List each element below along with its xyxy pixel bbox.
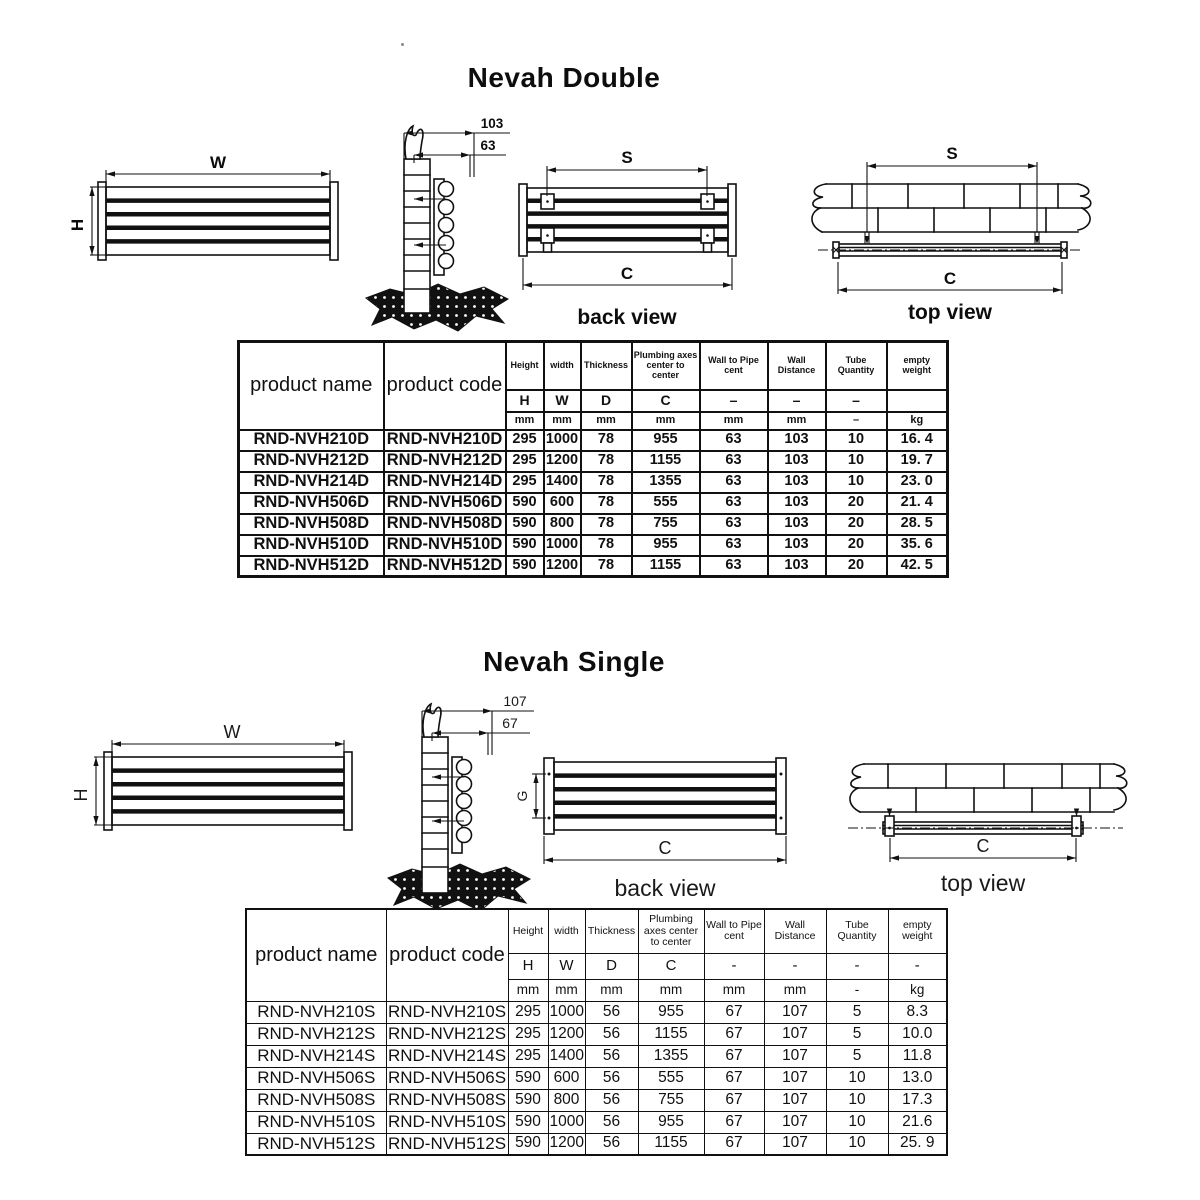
table-cell: 78 [581, 472, 632, 493]
radiator-side-profile [422, 704, 472, 893]
table-cell: RND-NVH506D [384, 493, 506, 514]
tube-rows [812, 184, 1091, 232]
symbol-c: C [638, 953, 704, 979]
header-thickness: Thickness [581, 342, 632, 390]
unit-mm: mm [581, 412, 632, 430]
table-row [239, 451, 948, 472]
table-cell: 63 [700, 430, 768, 451]
table-cell: 78 [581, 556, 632, 577]
table-cell: RND-NVH510S [386, 1111, 508, 1133]
table-cell: 10 [826, 472, 887, 493]
header-height: Height [508, 909, 548, 953]
header-plumbing: Plumbing axes center to center [638, 909, 704, 953]
table-cell: 10 [826, 451, 887, 472]
table-cell: 107 [764, 1111, 826, 1133]
dim-label-C: C [976, 836, 990, 856]
table-cell: 67 [704, 1133, 764, 1155]
header-product-code: product code [384, 342, 506, 430]
table-row [239, 556, 948, 577]
dim-label-S: S [946, 144, 958, 163]
table-cell: RND-NVH508S [246, 1089, 386, 1111]
table-cell: 555 [638, 1067, 704, 1089]
unit-mm: mm [632, 412, 700, 430]
unit-mm: mm [544, 412, 581, 430]
radiator-back-body [544, 758, 786, 834]
table-cell: 63 [700, 472, 768, 493]
top-view-caption: top view [907, 301, 993, 324]
radiator-front-body [104, 752, 352, 830]
table-cell: 63 [700, 535, 768, 556]
table-cell: RND-NVH210S [246, 1001, 386, 1023]
double-spec-table [237, 340, 949, 578]
table-cell: 955 [632, 535, 700, 556]
table-cell: 103 [768, 535, 826, 556]
unit-mm: mm [508, 979, 548, 1001]
table-cell: 1155 [638, 1133, 704, 1155]
radiator-side-profile [404, 126, 454, 313]
table-cell: RND-NVH512D [384, 556, 506, 577]
dim-label-107: 107 [503, 693, 527, 709]
s-dimension [867, 144, 1037, 232]
symbol-h: H [506, 390, 544, 412]
table-cell: RND-NVH214S [386, 1045, 508, 1067]
symbol-c: C [632, 390, 700, 412]
table-cell: 590 [508, 1089, 548, 1111]
table-cell: 63 [700, 493, 768, 514]
table-cell: RND-NVH510D [239, 535, 384, 556]
header-width: width [544, 342, 581, 390]
double-top-view-drawing [790, 138, 1110, 323]
table-row [239, 535, 948, 556]
table-cell: 10 [826, 1133, 888, 1155]
table-cell: 28. 5 [887, 514, 948, 535]
table-cell: 78 [581, 430, 632, 451]
table-cell: 56 [585, 1023, 638, 1045]
table-cell: RND-NVH214D [239, 472, 384, 493]
header-width: width [548, 909, 585, 953]
table-cell: RND-NVH508D [239, 514, 384, 535]
unit-kg: kg [888, 979, 947, 1001]
table-cell: 20 [826, 556, 887, 577]
table-cell: 21. 4 [887, 493, 948, 514]
table-cell: 1355 [638, 1045, 704, 1067]
unit-kg: kg [887, 412, 948, 430]
table-cell: RND-NVH506S [386, 1067, 508, 1089]
unit-mm: mm [638, 979, 704, 1001]
table-cell: 5 [826, 1023, 888, 1045]
table-cell: RND-NVH510S [246, 1111, 386, 1133]
symbol-dash: - [764, 953, 826, 979]
header-wall-distance: Wall Distance [768, 342, 826, 390]
table-cell: 590 [508, 1133, 548, 1155]
c-dimension [890, 836, 1076, 862]
table-cell: 56 [585, 1045, 638, 1067]
back-view-caption: back view [614, 875, 716, 901]
single-side-view-drawing [382, 695, 537, 913]
table-cell: 295 [508, 1023, 548, 1045]
table-cell: RND-NVH506S [246, 1067, 386, 1089]
table-cell: 10 [826, 1111, 888, 1133]
table-cell: RND-NVH506D [239, 493, 384, 514]
symbol-w: W [544, 390, 581, 412]
table-row [239, 430, 948, 451]
break-line-right [1114, 788, 1126, 810]
dim-label-G: G [514, 790, 530, 802]
symbol-dash: – [826, 390, 887, 412]
table-cell: 20 [826, 514, 887, 535]
table-cell: 590 [506, 556, 544, 577]
table-cell: 600 [544, 493, 581, 514]
table-cell: 67 [704, 1067, 764, 1089]
break-line-right [1078, 208, 1090, 230]
header-tube-quantity: Tube Quantity [826, 909, 888, 953]
wall-hatch [366, 284, 508, 331]
table-cell: 67 [704, 1089, 764, 1111]
symbol-dash: – [768, 390, 826, 412]
table-cell: RND-NVH212S [246, 1023, 386, 1045]
bracket-foot [1072, 816, 1081, 836]
single-top-view-drawing [828, 744, 1143, 899]
table-cell: 20 [826, 535, 887, 556]
dim-label-S: S [621, 148, 633, 167]
table-cell: 23. 0 [887, 472, 948, 493]
table-cell: 67 [704, 1001, 764, 1023]
table-cell: 8.3 [888, 1001, 947, 1023]
table-cell: 295 [508, 1045, 548, 1067]
break-line-left [850, 788, 860, 812]
table-cell: 295 [506, 430, 544, 451]
table-cell: 103 [768, 514, 826, 535]
table-cell: 107 [764, 1067, 826, 1089]
table-cell: RND-NVH512D [239, 556, 384, 577]
table-cell: 56 [585, 1067, 638, 1089]
table-cell: 955 [638, 1001, 704, 1023]
table-cell: 56 [585, 1111, 638, 1133]
header-empty-weight: empty weight [887, 342, 948, 390]
unit-mm: mm [704, 979, 764, 1001]
table-cell: 20 [826, 493, 887, 514]
table-cell: 590 [506, 535, 544, 556]
unit-mm: mm [506, 412, 544, 430]
table-cell: 78 [581, 535, 632, 556]
symbol-h: H [508, 953, 548, 979]
table-cell: 1400 [544, 472, 581, 493]
single-front-view-drawing [71, 722, 382, 844]
header-product-name: product name [246, 909, 386, 1001]
table-cell: 103 [768, 451, 826, 472]
table-cell: 107 [764, 1133, 826, 1155]
table-cell: 103 [768, 472, 826, 493]
table-cell: 17.3 [888, 1089, 947, 1111]
table-cell: 107 [764, 1001, 826, 1023]
unit-mm: mm [548, 979, 585, 1001]
table-cell: 107 [764, 1045, 826, 1067]
dim-label-W: W [223, 722, 241, 742]
table-row [246, 1133, 947, 1155]
table-cell: 107 [764, 1089, 826, 1111]
table-cell: RND-NVH212S [386, 1023, 508, 1045]
table-cell: 1200 [548, 1023, 585, 1045]
table-cell: RND-NVH212D [384, 451, 506, 472]
table-cell: RND-NVH510D [384, 535, 506, 556]
dim-label-67: 67 [502, 715, 518, 731]
table-cell: 25. 9 [888, 1133, 947, 1155]
double-front-view-drawing [68, 152, 358, 274]
table-cell: 67 [704, 1045, 764, 1067]
table-cell: 11.8 [888, 1045, 947, 1067]
table-cell: 555 [632, 493, 700, 514]
table-row [246, 1111, 947, 1133]
table-cell: 63 [700, 451, 768, 472]
table-cell: 19. 7 [887, 451, 948, 472]
table-cell: 103 [768, 430, 826, 451]
table-cell: RND-NVH210S [386, 1001, 508, 1023]
table-cell: 56 [585, 1001, 638, 1023]
table-row [239, 514, 948, 535]
header-tube-quantity: Tube Quantity [826, 342, 887, 390]
table-row [246, 1045, 947, 1067]
table-cell: RND-NVH210D [239, 430, 384, 451]
table-cell: RND-NVH210D [384, 430, 506, 451]
table-cell: 13.0 [888, 1067, 947, 1089]
table-cell: 1000 [544, 535, 581, 556]
table-cell: 35. 6 [887, 535, 948, 556]
c-dimension [544, 836, 786, 864]
table-cell: 800 [548, 1089, 585, 1111]
single-back-view-drawing [514, 744, 810, 906]
table-cell: 955 [632, 430, 700, 451]
table-cell: 5 [826, 1001, 888, 1023]
dim-label-H: H [71, 788, 91, 802]
mounting-rail [818, 232, 1082, 258]
table-row [239, 493, 948, 514]
table-cell: 1200 [544, 451, 581, 472]
header-plumbing: Plumbing axes center to center [632, 342, 700, 390]
table-cell: RND-NVH214S [246, 1045, 386, 1067]
table-cell: 10.0 [888, 1023, 947, 1045]
unit-dash: – [826, 412, 887, 430]
table-cell: RND-NVH214D [384, 472, 506, 493]
dim-label-63: 63 [480, 138, 496, 153]
double-side-view-drawing [362, 113, 512, 333]
symbol-d: D [585, 953, 638, 979]
table-cell: RND-NVH212D [239, 451, 384, 472]
break-line-right [1114, 764, 1127, 788]
dim-label-C: C [620, 264, 634, 283]
s-dimension [547, 148, 707, 196]
break-line-left [812, 208, 822, 232]
table-cell: 1355 [632, 472, 700, 493]
table-row [246, 1067, 947, 1089]
table-cell: 955 [638, 1111, 704, 1133]
unit-mm: mm [700, 412, 768, 430]
width-dimension [112, 722, 344, 755]
table-cell: 107 [764, 1023, 826, 1045]
break-line-left [851, 764, 864, 788]
break-line-right [1078, 184, 1091, 208]
table-cell: RND-NVH508S [386, 1089, 508, 1111]
dim-label-C: C [943, 269, 957, 288]
symbol-dash: – [700, 390, 768, 412]
unit-mm: mm [764, 979, 826, 1001]
radiator-back-body [519, 184, 736, 256]
table-cell: 755 [638, 1089, 704, 1111]
table-cell: 295 [506, 472, 544, 493]
table-cell: 1200 [548, 1133, 585, 1155]
symbol-dash: - [704, 953, 764, 979]
table-cell: 78 [581, 493, 632, 514]
break-line-left [813, 184, 826, 208]
table-cell: 67 [704, 1111, 764, 1133]
table-cell: 21.6 [888, 1111, 947, 1133]
table-cell: 590 [508, 1111, 548, 1133]
dim-label-W: W [209, 153, 227, 172]
table-cell: 1155 [638, 1023, 704, 1045]
table-cell: 103 [768, 493, 826, 514]
width-dimension [106, 153, 330, 185]
table-cell: 600 [548, 1067, 585, 1089]
dim-label-C: C [658, 838, 672, 858]
table-cell: RND-NVH512S [386, 1133, 508, 1155]
header-wall-to-pipe: Wall to Pipe cent [700, 342, 768, 390]
table-cell: 56 [585, 1133, 638, 1155]
table-row [246, 1023, 947, 1045]
table-cell: 1155 [632, 556, 700, 577]
unit-mm: mm [768, 412, 826, 430]
table-cell: RND-NVH508D [384, 514, 506, 535]
table-cell: 1400 [548, 1045, 585, 1067]
table-cell: 78 [581, 451, 632, 472]
table-cell: 1000 [548, 1111, 585, 1133]
radiator-front-body [98, 182, 338, 260]
section-title-double: Nevah Double [467, 62, 661, 93]
symbol-w: W [548, 953, 585, 979]
wall-hatch [388, 864, 530, 911]
bracket-foot [885, 816, 894, 836]
table-cell: 5 [826, 1045, 888, 1067]
table-cell: 295 [508, 1001, 548, 1023]
table-cell: 63 [700, 556, 768, 577]
table-row [246, 1089, 947, 1111]
dim-label-103: 103 [480, 116, 504, 131]
header-empty-weight: empty weight [888, 909, 947, 953]
section-title-single: Nevah Single [483, 646, 665, 677]
symbol-blank [887, 390, 948, 412]
table-cell: 295 [506, 451, 544, 472]
table-cell: 16. 4 [887, 430, 948, 451]
scan-speck [401, 43, 404, 46]
dim-label-H: H [68, 218, 87, 232]
table-cell: 590 [506, 514, 544, 535]
tube-rows [850, 764, 1127, 812]
table-cell: RND-NVH512S [246, 1133, 386, 1155]
table-row [239, 472, 948, 493]
unit-dash: - [826, 979, 888, 1001]
table-cell: 10 [826, 430, 887, 451]
table-cell: 42. 5 [887, 556, 948, 577]
table-cell: 10 [826, 1067, 888, 1089]
single-spec-table [245, 908, 948, 1156]
table-cell: 590 [506, 493, 544, 514]
back-view-caption: back view [577, 306, 677, 329]
table-cell: 67 [704, 1023, 764, 1045]
table-cell: 1155 [632, 451, 700, 472]
table-cell: 63 [700, 514, 768, 535]
table-cell: 56 [585, 1089, 638, 1111]
unit-mm: mm [585, 979, 638, 1001]
c-dimension [523, 258, 732, 290]
table-cell: 103 [768, 556, 826, 577]
header-height: Height [506, 342, 544, 390]
table-cell: 1200 [544, 556, 581, 577]
header-product-name: product name [239, 342, 384, 430]
top-view-caption: top view [940, 870, 1026, 896]
table-cell: 78 [581, 514, 632, 535]
table-cell: 10 [826, 1089, 888, 1111]
table-cell: 590 [508, 1067, 548, 1089]
table-cell: 800 [544, 514, 581, 535]
double-back-view-drawing [505, 140, 750, 335]
symbol-dash: - [888, 953, 947, 979]
header-product-code: product code [386, 909, 508, 1001]
symbol-dash: - [826, 953, 888, 979]
header-wall-to-pipe: Wall to Pipe cent [704, 909, 764, 953]
header-thickness: Thickness [585, 909, 638, 953]
c-dimension [838, 262, 1062, 294]
table-cell: 755 [632, 514, 700, 535]
symbol-d: D [581, 390, 632, 412]
table-row [246, 1001, 947, 1023]
table-cell: 1000 [548, 1001, 585, 1023]
header-wall-distance: Wall Distance [764, 909, 826, 953]
table-cell: 1000 [544, 430, 581, 451]
